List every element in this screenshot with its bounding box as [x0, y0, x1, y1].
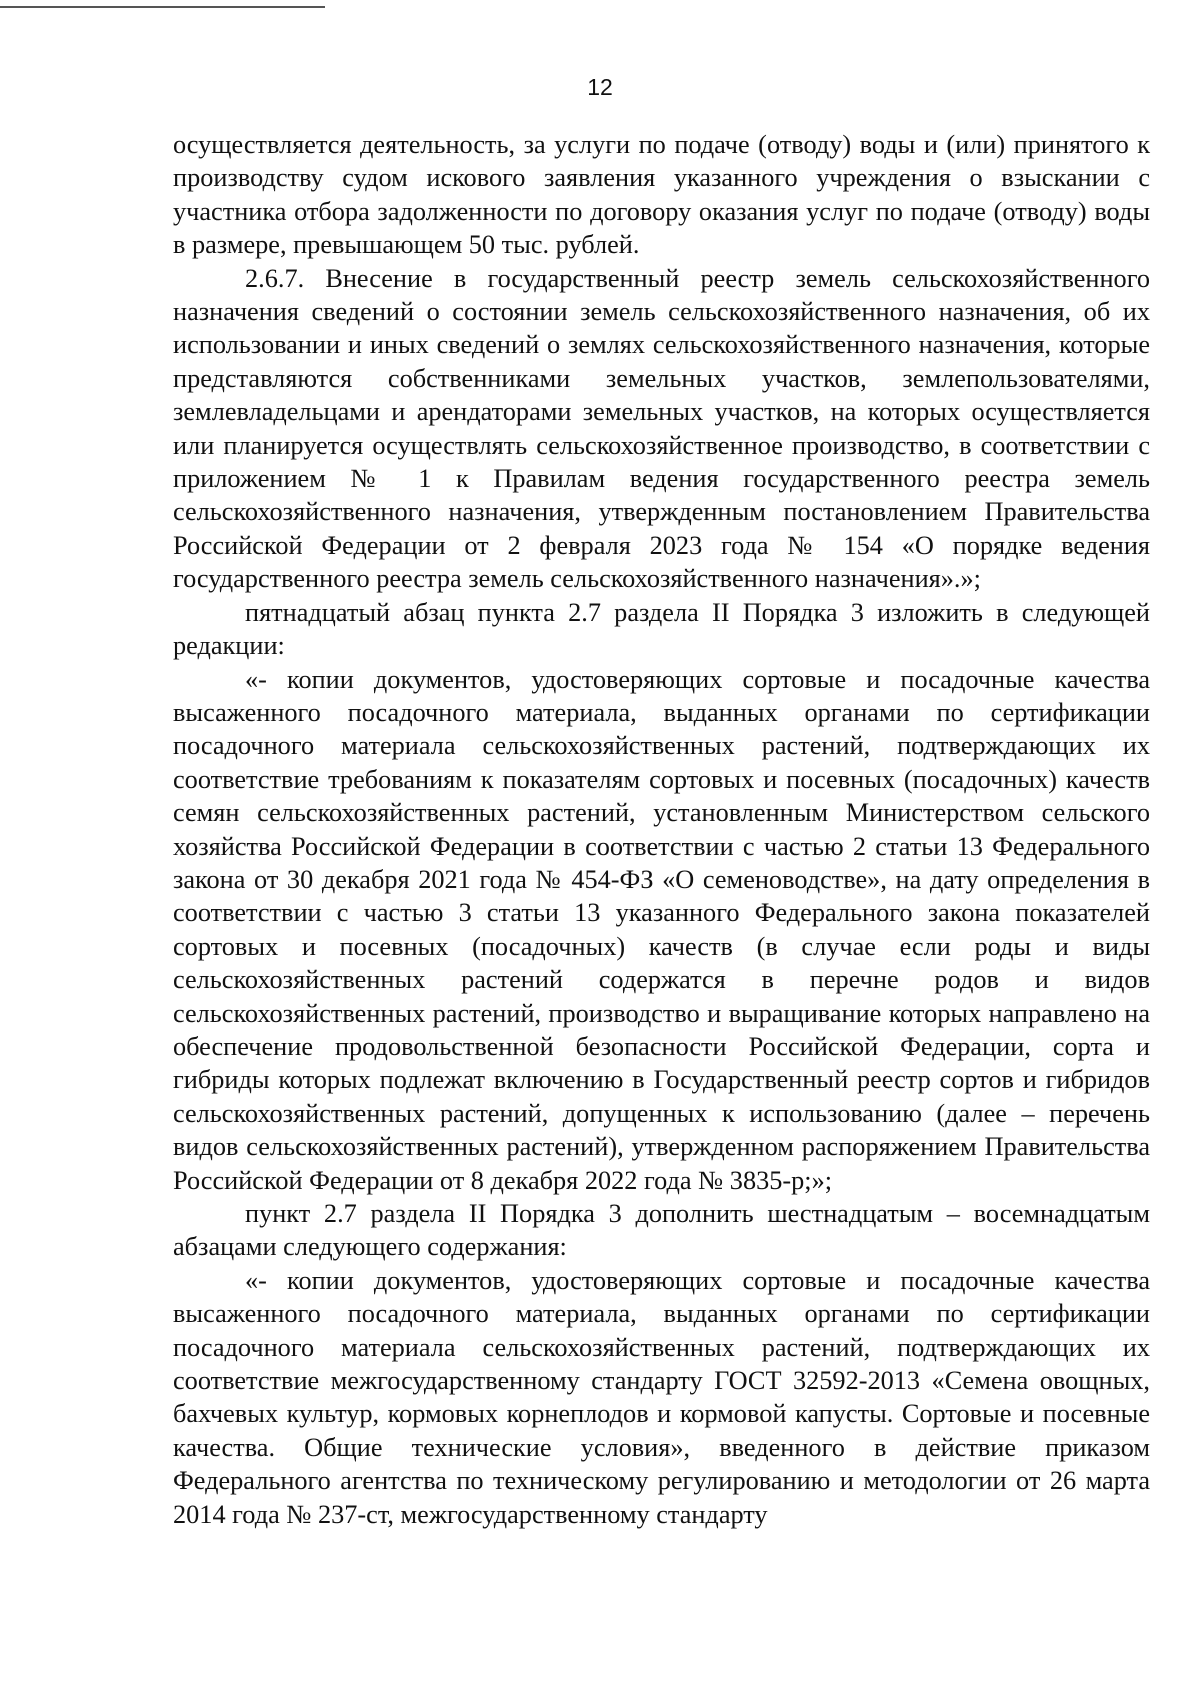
- page-number: 12: [587, 74, 613, 100]
- paragraph-amendment-fifteenth: пятнадцатый абзац пункта 2.7 раздела II Порядка 3 изложить в следующей редакции:: [173, 597, 1150, 661]
- paragraph-quoted-copies-1: «- копии документов, удостоверяющих сортовые и посадочные качества высаженного посадочного материала, выданных органами по сертификации посадочного материала сельскохозяйственных растений, подтверждающих их соответствие требованиям к показателям сортовых и посевных (посадочных) качеств семян сельскохозяйственных растений, установленным Министерством сельского хозяйства Российской Федерации в соответствии с частью 2 статьи 13 Федерального закона от 30 декабря 2021 года № 454-ФЗ «О семеноводстве», на дату определения в соответствии с частью 3 статьи 13 указанного Федерального закона показателей сортовых и посевных (посадочных) качеств (в случае если роды и виды сельскохозяйственных растений содержатся в перечне родов и видов сельскохозяйственных растений, производство и выращивание которых направлено на обеспечение продовольственной безопасности Российской Федерации, сорта и гибриды которых подлежат включению в Государственный реестр сортов и гибридов сельскохозяйственных растений, допущенных к использованию (далее – перечень видов сельскохозяйственных растений), утвержденном распоряжением Правительства Российской Федерации от 8 декабря 2022 года № 3835-р;»;: [173, 664, 1150, 1195]
- paragraph-quoted-copies-2: «- копии документов, удостоверяющих сортовые и посадочные качества высаженного посадочного материала, выданных органами по сертификации посадочного материала сельскохозяйственных растений, подтверждающих их соответствие межгосударственному стандарту ГОСТ 32592-2013 «Семена овощных, бахчевых культур, кормовых корнеплодов и кормовой капусты. Сортовые и посевные качества. Общие технические условия», введенного в действие приказом Федерального агентства по техническому регулированию и методологии от 26 марта 2014 года № 237-ст, межгосударственному стандарту: [173, 1265, 1150, 1529]
- paragraph-2-6-7: 2.6.7. Внесение в государственный реестр земель сельскохозяйственного назначения сведений о состоянии земель сельскохозяйственного назначения, об их использовании и иных сведений о землях сельскохозяйственного назначения, которые представляются собственниками земельных участков, землепользователями, землевладельцами и арендаторами земельных участков, на которых осуществляется или планируется осуществлять сельскохозяйственное производство, в соответствии с приложением № 1 к Правилам ведения государственного реестра земель сельскохозяйственного назначения, утвержденным постановлением Правительства Российской Федерации от 2 февраля 2023 года № 154 «О порядке ведения государственного реестра земель сельскохозяйственного назначения».»;: [173, 263, 1150, 594]
- paragraph-continuation: осуществляется деятельность, за услуги по подаче (отводу) воды и (или) принятого к производству судом искового заявления указанного учреждения о взыскании с участника отбора задолженности по договору оказания услуг по подаче (отводу) воды в размере, превышающем 50 тыс. рублей.: [173, 130, 1150, 260]
- document-body: [173, 128, 1150, 1531]
- scan-edge-line: [0, 6, 325, 8]
- paragraph-amendment-supplement: пункт 2.7 раздела II Порядка 3 дополнить шестнадцатым – восемнадцатым абзацами следующего содержания:: [173, 1199, 1150, 1262]
